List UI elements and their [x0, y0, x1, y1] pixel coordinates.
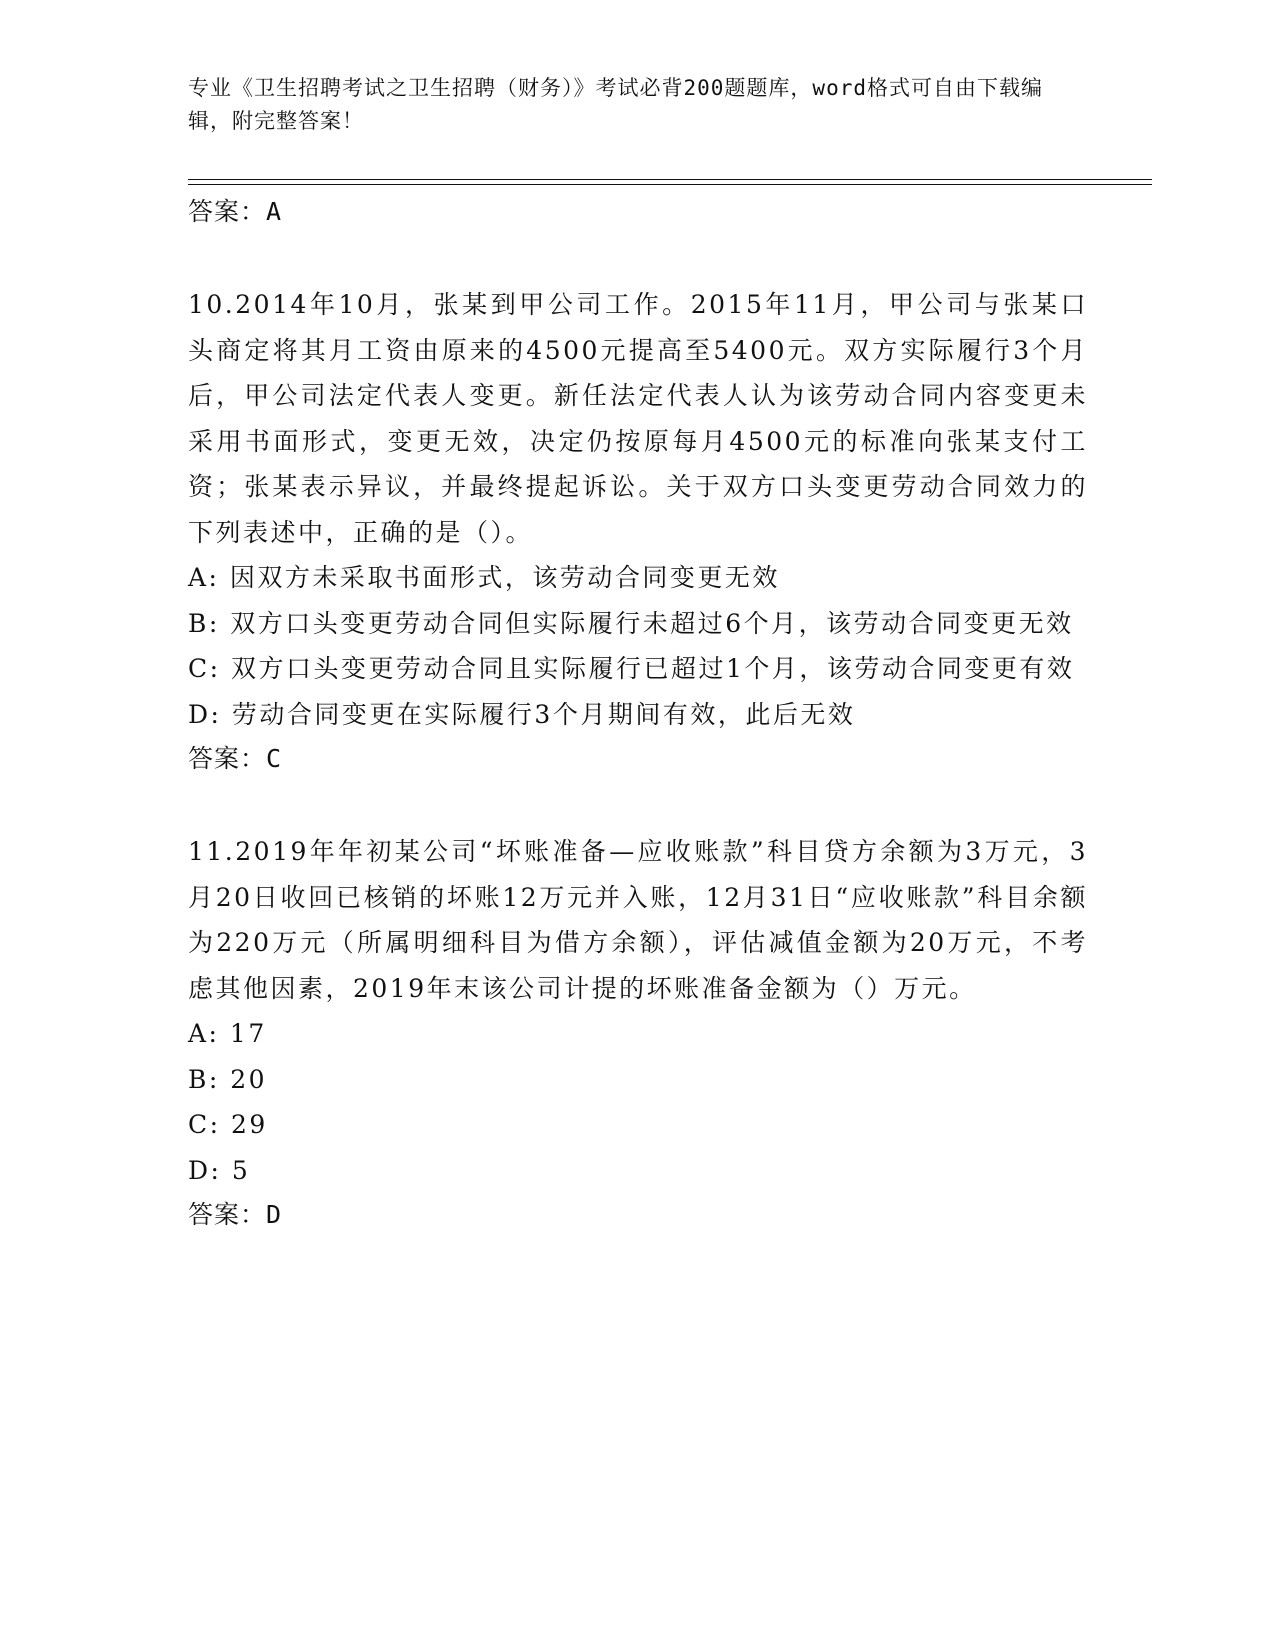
document-body: [188, 190, 1088, 1237]
document-header: 专业《卫生招聘考试之卫生招聘（财务）》考试必背200题题库，word格式可自由下载编辑，附完整答案！: [188, 76, 1043, 133]
option-c: C: 29: [188, 1110, 268, 1139]
option-b: B: 20: [188, 1064, 268, 1094]
option-b: B: 双方口头变更劳动合同但实际履行未超过6个月，该劳动合同变更无效: [188, 608, 1074, 638]
question-11: [188, 829, 1088, 1237]
question-answer: 答案：D: [188, 1200, 283, 1229]
option-a: A: 17: [188, 1019, 267, 1048]
option-d: D: 5: [188, 1155, 251, 1185]
option-a: A: 因双方未采取书面形式，该劳动合同变更无效: [188, 563, 780, 592]
question-10: [188, 282, 1088, 781]
header-rule-bottom: [188, 184, 1152, 185]
option-list: [188, 555, 1088, 737]
header-rule-top: [188, 179, 1152, 180]
question-answer: 答案：C: [188, 744, 283, 773]
option-c: C: 双方口头变更劳动合同且实际履行已超过1个月，该劳动合同变更有效: [188, 654, 1075, 683]
question-stem: 10.2014年10月，张某到甲公司工作。2015年11月，甲公司与张某口头商定将其月工资由原来的4500元提高至5400元。双方实际履行3个月后，甲公司法定代表人变更。新任法定代表人认为该劳动合同内容变更未采用书面形式，变更无效，决定仍按原每月4500元的标准向张某支付工资；张某表示异议，并最终提起诉讼。关于双方口头变更劳动合同效力的下列表述中，正确的是（）。: [188, 290, 1088, 547]
option-d: D: 劳动合同变更在实际履行3个月期间有效，此后无效: [188, 699, 856, 729]
question-stem: 11.2019年年初某公司“坏账准备—应收账款”科目贷方余额为3万元，3月20日收回已核销的坏账12万元并入账，12月31日“应收账款”科目余额为220万元（所属明细科目为借方余额），评估减值金额为20万元，不考虑其他因素，2019年末该公司计提的坏账准备金额为（）万元。: [188, 837, 1088, 1003]
previous-answer: 答案：A: [188, 197, 283, 226]
option-list: [188, 1011, 1088, 1193]
